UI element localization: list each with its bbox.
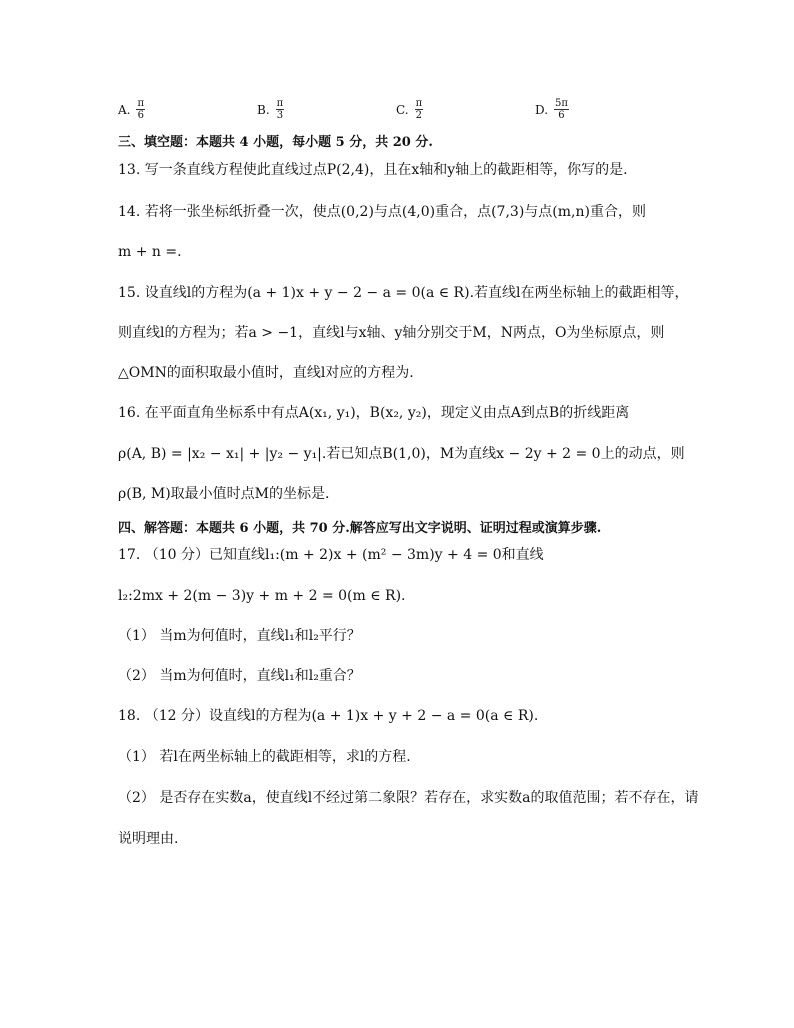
fraction: $\frac{\pi}{2}$ [415,98,423,121]
option-c: C. $\frac{\pi}{2}$ [396,98,423,121]
question-16-line2: ρ(A, B) = |x₂ − x₁| + |y₂ − y₁|.若已知点B(1,0)，M为直线x − 2y + 2 = 0上的动点，则 [118,446,685,462]
question-14-line2: m + n =. [118,244,182,260]
question-18-part1: （1） 若l在两坐标轴上的截距相等，求l的方程. [118,749,411,765]
question-17-part1: （1） 当m为何值时，直线l₁和l₂平行？ [118,628,361,644]
option-d: D. $\frac{5\pi}{6}$ [535,98,568,121]
question-16-line3: ρ(B, M)取最小值时点M的坐标是. [118,486,330,502]
question-17-line2: l₂:2mx + 2(m − 3)y + m + 2 = 0(m ∈ R). [118,588,406,604]
fraction: $\frac{\pi}{6}$ [137,98,145,121]
section-heading-answer: 四、解答题：本题共 6 小题，共 70 分.解答应写出文字说明、证明过程或演算步骤. [118,521,602,536]
question-15-line1: 15. 设直线l的方程为(a + 1)x + y − 2 − a = 0(a ∈ R).若直线l在两坐标轴上的截距相等， [118,285,689,301]
question-18-part2-line1: （2） 是否存在实数a，使直线l不经过第二象限？若存在，求实数a的取值范围；若不存在，请 [118,790,699,806]
section-heading-fill-in: 三、填空题：本题共 4 小题，每小题 5 分，共 20 分. [118,135,433,150]
option-a: A. $\frac{\pi}{6}$ [118,98,145,121]
fraction: $\frac{\pi}{3}$ [276,98,284,121]
option-b: B. $\frac{\pi}{3}$ [257,98,284,121]
question-16-line1: 16. 在平面直角坐标系中有点A(x₁, y₁)，B(x₂, y₂)，现定义由点A到点B的折线距离 [118,405,630,421]
question-17-line1: 17. （10 分）已知直线l₁:(m + 2)x + (m² − 3m)y + 4 = 0和直线 [118,547,544,563]
question-15-line3: △OMN的面积取最小值时，直线l对应的方程为. [118,365,414,381]
question-18: 18. （12 分）设直线l的方程为(a + 1)x + y + 2 − a = 0(a ∈ R). [118,708,539,724]
question-17-part2: （2） 当m为何值时，直线l₁和l₂重合？ [118,668,361,684]
question-18-part2-line2: 说明理由. [118,831,179,847]
question-14-line1: 14. 若将一张坐标纸折叠一次，使点(0,2)与点(4,0)重合，点(7,3)与点(m,n)重合，则 [118,204,646,220]
question-15-line2: 则直线l的方程为；若a > −1，直线l与x轴、y轴分别交于M，N两点，O为坐标原点，则 [118,325,665,341]
fraction: $\frac{5\pi}{6}$ [555,98,568,121]
question-13: 13. 写一条直线方程使此直线过点P(2,4)，且在x轴和y轴上的截距相等，你写的是. [118,162,628,178]
